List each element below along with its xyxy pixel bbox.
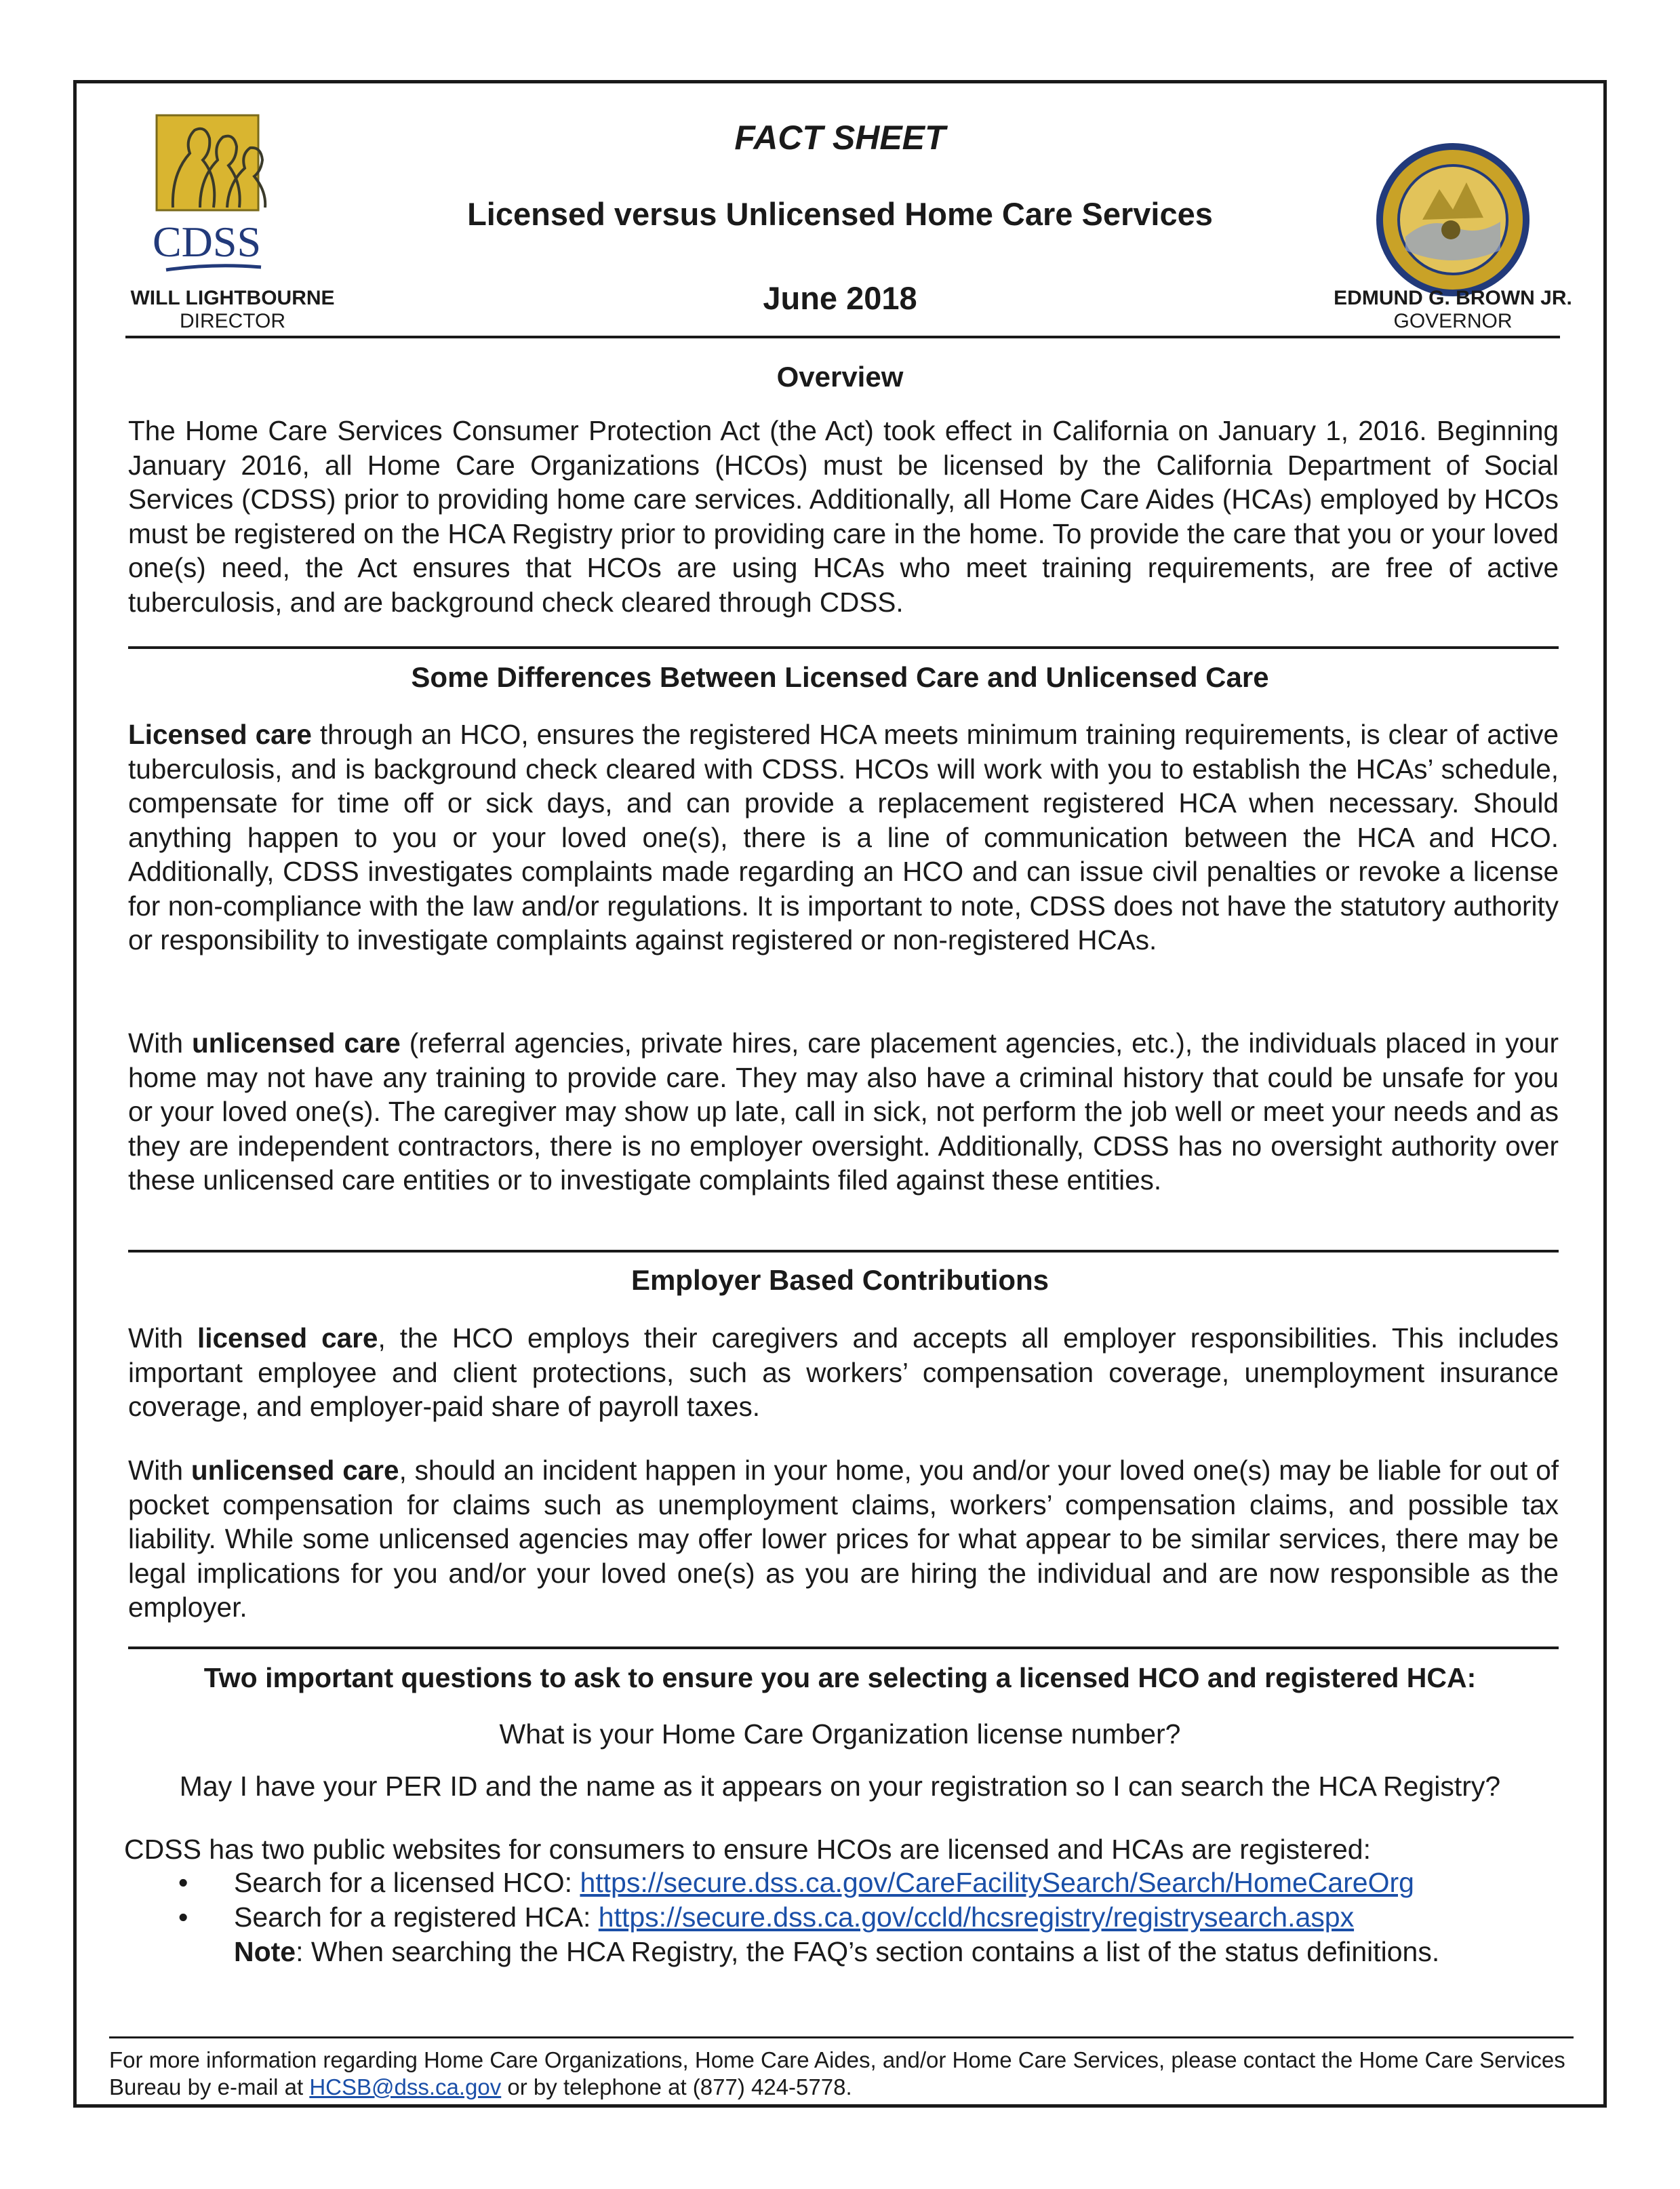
bullet-dot: •: [178, 1867, 188, 1898]
bullet-dot: •: [178, 1901, 188, 1933]
question-2: May I have your PER ID and the name as it appears on your registration so I can search the HCA Registry?: [179, 1771, 1501, 1802]
director-name: WILL LIGHTBOURNE: [130, 287, 335, 309]
registry-note: [234, 1934, 1439, 1969]
overview-rule: [128, 646, 1559, 649]
employer-licensed-pre: With: [128, 1322, 198, 1354]
fact-sheet-frame: [73, 80, 1607, 2108]
hca-registry-link[interactable]: https://secure.dss.ca.gov/ccld/hcsregistry/registrysearch.aspx: [598, 1901, 1355, 1933]
footer-email-link[interactable]: HCSB@dss.ca.gov: [309, 2074, 502, 2099]
cdss-logo-text: CDSS: [153, 218, 262, 266]
unlicensed-care-text: (referral agencies, private hires, care placement agencies, etc.), the individuals placed in your home may not have any training to provide care. They may also have a criminal history that could be unsafe for you or your loved one(s). The caregiver may show up late, call in sick, not perform the job well or meet your needs and as they are independent contractors, there is no employer oversight. Additionally, CDSS has no oversight authority over these unlicensed care entities or to investigate complaints filed against these entities.: [128, 1027, 1559, 1196]
page-title: Licensed versus Unlicensed Home Care Services: [467, 196, 1213, 232]
employer-licensed-text: , the HCO employs their caregivers and accepts all employer responsibilities. This includes important employee and client protections, such as workers’ compensation coverage, unemployment insurance coverage, and employer-paid share of payroll taxes.: [128, 1322, 1559, 1422]
hco-search-link[interactable]: https://secure.dss.ca.gov/CareFacilitySearch/Search/HomeCareOrg: [580, 1867, 1414, 1898]
note-text: : When searching the HCA Registry, the FAQ’s section contains a list of the status definitions.: [296, 1936, 1440, 1967]
questions-heading: Two important questions to ask to ensure you are selecting a licensed HCO and registered HCA:: [203, 1662, 1477, 1693]
employer-unlicensed-bold: unlicensed care: [191, 1455, 399, 1486]
governor-title: GOVERNOR: [1393, 310, 1513, 332]
websites-intro: CDSS has two public websites for consumers to ensure HCOs are licensed and HCAs are registered:: [124, 1834, 1371, 1865]
footer-text-pre: For more information regarding Home Care Organizations, Home Care Aides, and/or Home Care Services, please contact the Home Care Services Bureau by e-mail at: [109, 2047, 1565, 2099]
employer-unlicensed-paragraph: [128, 1453, 1559, 1625]
differences-heading: Some Differences Between Licensed Care and Unlicensed Care: [411, 661, 1269, 693]
overview-text: The Home Care Services Consumer Protection Act (the Act) took effect in California on January 1, 2016. Beginning January 2016, all Home Care Organizations (HCOs) must be licensed by the California Department of Social Services (CDSS) prior to providing home care services. Additionally, all Home Care Aides (HCAs) employed by HCOs must be registered on the HCA Registry prior to providing care in the home. To provide the care that you or your loved one(s) need, the Act ensures that HCOs are using HCAs who meet training requirements, are free of active tuberculosis, and are background check cleared through CDSS.: [128, 415, 1559, 618]
employer-licensed-paragraph: [128, 1321, 1559, 1424]
bullet-registered-hca-label: Search for a registered HCA:: [234, 1901, 599, 1933]
overview-heading: Overview: [776, 361, 904, 393]
differences-rule: [128, 1250, 1559, 1253]
employer-rule: [128, 1646, 1559, 1649]
seal-graphic: [1375, 142, 1531, 298]
footer-contact: [109, 2047, 1574, 2101]
licensed-care-bold: Licensed care: [128, 719, 312, 750]
doc-date: June 2018: [763, 280, 917, 316]
unlicensed-care-pre: With: [128, 1027, 192, 1059]
licensed-care-text: through an HCO, ensures the registered HCA meets minimum training requirements, is clear of active tuberculosis, and is background check cleared with CDSS. HCOs will work with you to establish the HCAs’ schedule, compensate for time off or sick days, and can provide a replacement registered HCA when necessary. Should anything happen to you or your loved one(s), there is a line of communication between the HCA and HCO. Additionally, CDSS investigates complaints made regarding an HCO and can issue civil penalties or revoke a license for non-compliance with the law and/or regulations. It is important to note, CDSS does not have the statutory authority or responsibility to investigate complaints against registered or non-registered HCAs.: [128, 719, 1559, 955]
unlicensed-care-paragraph: [128, 1026, 1559, 1198]
note-label: Note: [234, 1936, 296, 1967]
footer-text-post: or by telephone at (877) 424-5778.: [501, 2074, 852, 2099]
employer-licensed-bold: licensed care: [197, 1322, 378, 1354]
header-rule: [125, 336, 1560, 338]
licensed-care-paragraph: [128, 717, 1559, 958]
governor-name: EDMUND G. BROWN JR.: [1334, 287, 1572, 309]
footer-rule: [109, 2036, 1574, 2038]
employer-unlicensed-text: , should an incident happen in your home, you and/or your loved one(s) may be liable for out of pocket compensation for claims such as unemployment claims, workers’ compensation claims, and possible tax liability. While some unlicensed agencies may offer lower prices for what appear to be similar services, there may be legal implications for you and/or your loved one(s) as you are hiring the individual and are now responsible as the employer.: [128, 1455, 1559, 1623]
employer-unlicensed-pre: With: [128, 1455, 191, 1486]
question-1: What is your Home Care Organization license number?: [499, 1718, 1181, 1750]
bullet-licensed-hco-label: Search for a licensed HCO:: [234, 1867, 580, 1898]
unlicensed-care-bold: unlicensed care: [191, 1027, 401, 1059]
california-seal: [1375, 142, 1531, 298]
employer-heading: Employer Based Contributions: [631, 1264, 1049, 1296]
doc-type: FACT SHEET: [734, 119, 946, 157]
director-title: DIRECTOR: [179, 310, 286, 332]
